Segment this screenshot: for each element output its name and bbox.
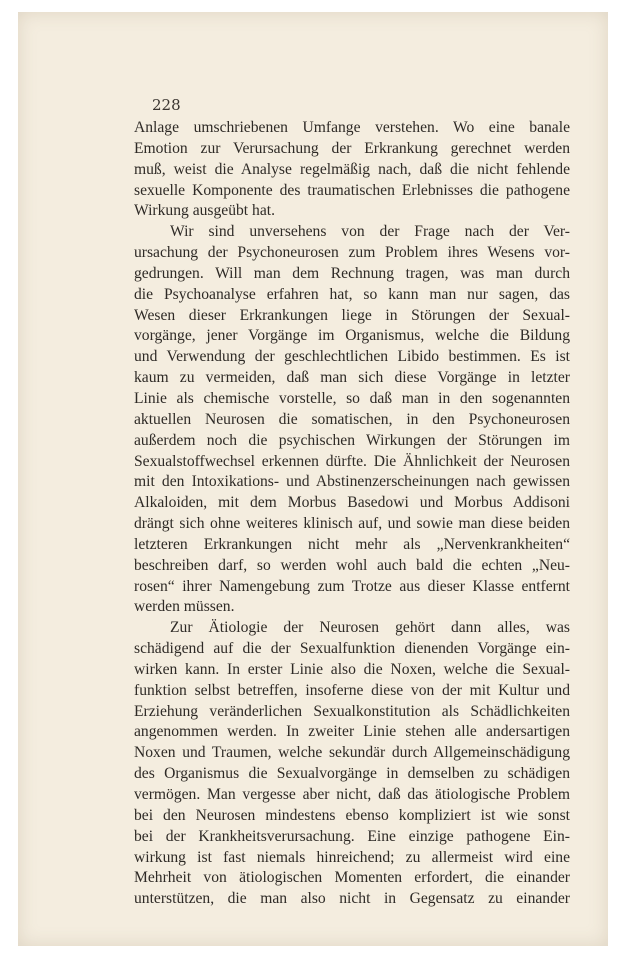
text-line: vermögen. Man vergesse aber nicht, daß das ätiologische Problem — [134, 786, 570, 803]
text-line: und Verwendung der geschlechtlichen Libido bestimmen. Es ist — [134, 348, 570, 366]
text-line: werden müssen. — [134, 598, 235, 616]
text-line: die Psychoanalyse erfahren hat, so kann man nur sagen, das — [134, 285, 570, 303]
text-line: Alkaloiden, mit dem Morbus Basedowi und Morbus Addisoni — [134, 494, 570, 512]
text-line: Anlage umschriebenen Umfange verstehen. Wo eine banale — [134, 119, 570, 136]
page-number: 228 — [152, 96, 181, 114]
text-line: rosen“ ihrer Namengebung zum Trotze aus dieser Klasse entfernt — [134, 577, 570, 595]
paragraph — [134, 618, 570, 910]
text-line: Sexualstoffwechsel erkennen dürfte. Die Ähnlichkeit der Neurosen — [134, 452, 570, 470]
text-line: Emotion zur Verursachung der Erkrankung gerechnet werden — [134, 139, 570, 157]
text-line: Wesen dieser Erkrankungen liege in Störungen der Sexual- — [134, 306, 570, 324]
body-text — [134, 118, 570, 910]
text-line: schädigend auf die der Sexualfunktion dienenden Vorgänge ein- — [134, 640, 570, 658]
text-line: angenommen werden. In zweiter Linie stehen alle andersartigen — [134, 723, 570, 741]
text-line: Mehrheit von ätiologischen Momenten erfordert, die einander — [134, 869, 570, 887]
text-line: Wirkung ausgeübt hat. — [134, 202, 275, 220]
text-line: sexuelle Komponente des traumatischen Erlebnisses die pathogene — [134, 181, 570, 199]
paragraph — [134, 118, 570, 222]
text-line: aktuellen Neurosen die somatischen, in den Psychoneurosen — [134, 410, 570, 428]
paragraph — [134, 222, 570, 618]
text-line: Noxen und Traumen, welche sekundär durch Allgemeinschädigung — [134, 744, 570, 762]
text-line: Linie als chemische vorstelle, so daß man in den sogenannten — [134, 389, 570, 407]
text-line: drängt sich ohne weiteres klinisch auf, und sowie man diese beiden — [134, 515, 570, 533]
text-line: gedrungen. Will man dem Rechnung tragen, was man durch — [134, 264, 570, 282]
text-line: letzteren Erkrankungen nicht mehr als „Nervenkrankheiten“ — [134, 535, 570, 553]
text-line: Wir sind unversehens von der Frage nach der Ver- — [170, 223, 570, 241]
text-line: Zur Ätiologie der Neurosen gehört dann alles, was — [170, 619, 570, 637]
text-line: außerdem noch die psychischen Wirkungen der Störungen im — [134, 431, 570, 449]
text-line: muß, weist die Analyse regelmäßig nach, daß die nicht fehlende — [134, 160, 570, 178]
text-line: bei den Neurosen mindestens ebenso kompliziert ist wie sonst — [134, 806, 570, 824]
text-line: unterstützen, die man also nicht in Gegensatz zu einander — [134, 890, 570, 908]
text-line: bei der Krankheitsverursachung. Eine einzige pathogene Ein- — [134, 827, 570, 845]
text-line: beschreiben darf, so werden wohl auch bald die echten „Neu- — [134, 556, 570, 574]
text-line: wirken kann. In erster Linie also die Noxen, welche die Sexual- — [134, 660, 570, 678]
text-line: mit den Intoxikations- und Abstinenzerscheinungen nach gewissen — [134, 473, 570, 491]
text-line: kaum zu vermeiden, daß man sich diese Vorgänge in letzter — [134, 369, 570, 387]
text-line: funktion selbst betreffen, insoferne diese von der mit Kultur und — [134, 681, 570, 699]
text-line: des Organismus die Sexualvorgänge in demselben zu schädigen — [134, 765, 570, 783]
text-line: Erziehung veränderlichen Sexualkonstitution als Schädlichkeiten — [134, 702, 570, 720]
text-line: ursachung der Psychoneurosen zum Problem ihres Wesens vor- — [134, 244, 570, 262]
text-line: wirkung ist fast niemals hinreichend; zu allermeist wird eine — [134, 848, 570, 866]
text-line: vorgänge, jener Vorgänge im Organismus, welche die Bildung — [134, 327, 570, 345]
